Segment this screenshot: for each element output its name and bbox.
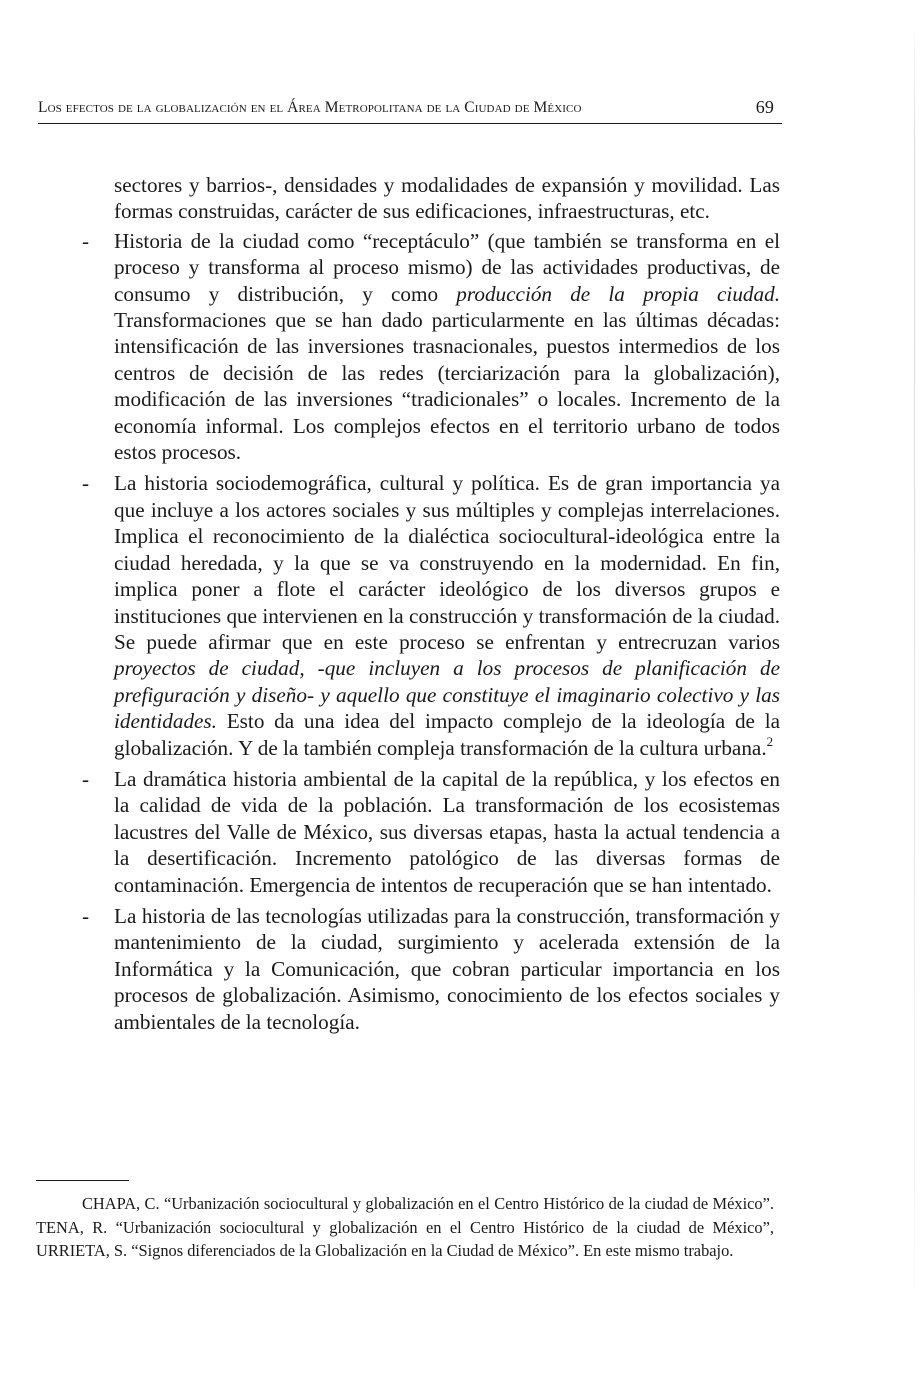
bullet-dash: - [82, 903, 90, 928]
footnote-text: CHAPA, C. “Urbanización sociocultural y globalización en el Centro Histórico de la ciudad de México”. TENA, R. “Urbanización sociocultural y globalización en el Centro Histórico de la ciudad de México”, URRIETA, S. “Signos diferenciados de la Globalización en la Ciudad de México”. En este mismo trabajo. [36, 1194, 774, 1260]
list-item [60, 903, 780, 1035]
bullet-dash: - [82, 471, 90, 496]
footnote-separator [36, 1180, 129, 1181]
text-segment: Transformaciones que se han dado particularmente en las últimas décadas: intensificación de las inversiones trasnacionales, puestos intermedios de los centros de decisión de las redes (terciarización para la globalización), modificación de las inversiones “tradicionales” o locales. Incremento de la economía informal. Los complejos efectos en el territorio urbano de todos estos procesos. [114, 308, 780, 465]
running-title: Los efectos de la globalización en el Área Metropolitana de la Ciudad de México [38, 99, 582, 116]
italic-text: producción de la propia ciudad. [456, 281, 780, 306]
continuation-paragraph [60, 172, 780, 225]
scan-edge-shadow [914, 20, 915, 1370]
paragraph-text: sectores y barrios-, densidades y modalidades de expansión y movilidad. Las formas construidas, carácter de sus edificaciones, infraestructuras, etc. [114, 173, 780, 224]
list-item-text [114, 229, 780, 464]
running-header [38, 97, 782, 124]
text-segment: La historia sociodemográfica, cultural y política. Es de gran importancia ya que incluye a los actores sociales y sus múltiples y complejas interrelaciones. Implica el reconocimiento de la dialéctica sociocultural-ideológica entre la ciudad heredada, y la que se va construyendo en la modernidad. En fin, implica poner a flote el carácter ideológico de los diversos grupos e instituciones que intervienen en la construcción y transformación de la ciudad. Se puede afirmar que en este proceso se enfrentan y entrecruzan varios [114, 471, 780, 654]
list-item [60, 228, 780, 466]
italic-text: proyectos de ciudad, -que incluyen a los procesos de planificación de prefiguración y diseño- y aquello que constituye el imaginario colectivo y las identidades. [114, 656, 780, 734]
list-item-text [114, 767, 780, 897]
main-text [60, 172, 780, 1040]
list-item [60, 766, 780, 898]
list-item-text [114, 471, 780, 759]
text-segment: La dramática historia ambiental de la capital de la república, y los efectos en la calidad de vida de la población. La transformación de los ecosistemas lacustres del Valle de México, sus diversas etapas, hasta la actual tendencia a la desertificación. Incremento patológico de las diversas formas de contaminación. Emergencia de intentos de recuperación que se han intentado. [114, 766, 780, 897]
page-number: 69 [755, 97, 774, 117]
text-segment: Historia de la ciudad como “receptáculo” (que también se transforma en el proceso y transforma al proceso mismo) de las actividades productivas, de consumo y distribución, y como [114, 228, 780, 306]
text-segment: La historia de las tecnologías utilizadas para la construcción, transformación y mantenimiento de la ciudad, surgimiento y acelerada extensión de la Informática y la Comunicación, que cobran particular importancia en los procesos de globalización. Asimismo, conocimiento de los efectos sociales y ambientales de la tecnología. [114, 903, 780, 1034]
footnote [36, 1192, 774, 1263]
bullet-list [60, 228, 780, 1035]
footnote-reference: 2 [766, 733, 774, 749]
list-item-text [114, 904, 780, 1034]
bullet-dash: - [82, 228, 90, 253]
bullet-dash: - [82, 766, 90, 791]
list-item [60, 470, 780, 760]
text-segment: Esto da una idea del impacto complejo de la ideología de la globalización. Y de la también compleja transformación de la cultura urbana. [114, 709, 780, 760]
